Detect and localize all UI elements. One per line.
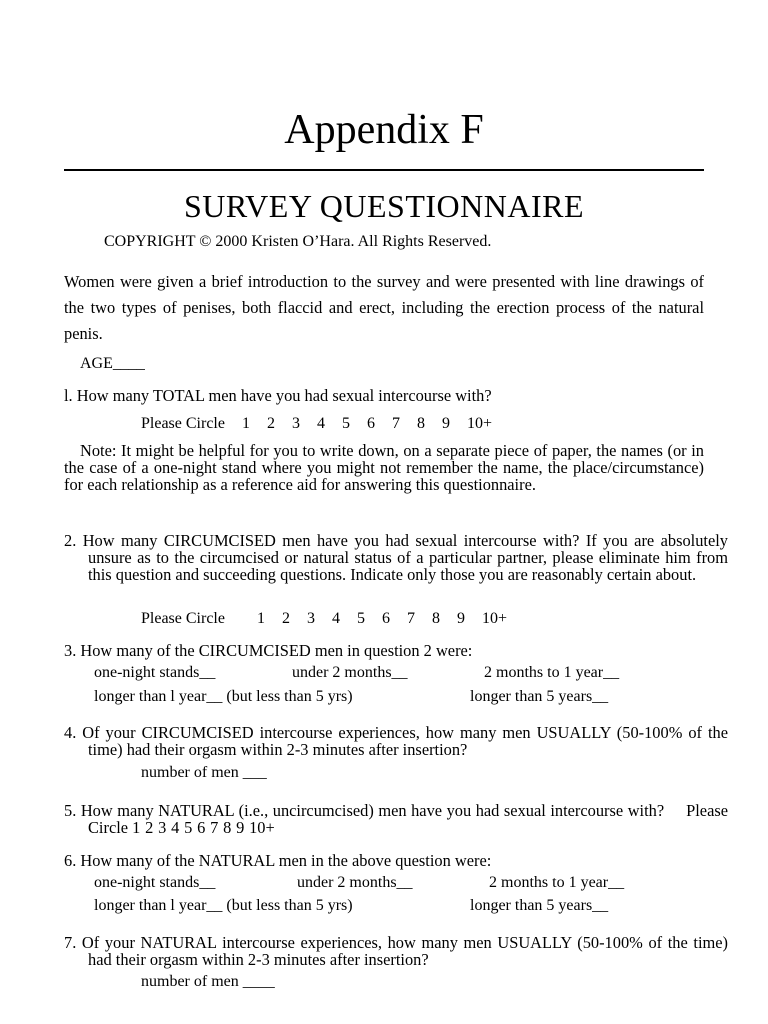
circle-option: 4 <box>331 610 340 627</box>
circle-option: 5 <box>341 415 350 432</box>
age-field: AGE____ <box>80 355 145 372</box>
circle-label: Please Circle <box>141 610 225 627</box>
circle-option: 1 <box>256 610 265 627</box>
question-2: 2. How many CIRCUMCISED men have you had sexual intercourse with? If you are absolutely unsure as to the circumcised or natural status of a particular partner, please eliminate him from this question and succeeding questions. Indicate only those you are reasonably certain about. <box>64 531 728 584</box>
circle-option: 1 <box>241 415 250 432</box>
circle-option: 10+ <box>249 818 275 837</box>
circle-option: 8 <box>416 415 425 432</box>
circle-label: Please Circle <box>88 801 728 837</box>
q3-option: longer than 5 years__ <box>470 688 609 705</box>
q3-option: under 2 months__ <box>292 664 408 681</box>
q6-option: longer than 5 years__ <box>470 897 609 914</box>
circle-option: 7 <box>406 610 415 627</box>
circle-option: 2 <box>266 415 275 432</box>
q6-option: under 2 months__ <box>297 874 413 891</box>
q3-option: 2 months to 1 year__ <box>484 664 620 681</box>
question-1: l. How many TOTAL men have you had sexual intercourse with? <box>64 386 492 405</box>
circle-option: 6 <box>366 415 375 432</box>
circle-option: 3 <box>306 610 315 627</box>
intro-paragraph: Women were given a brief introduction to the survey and were presented with line drawings of the two types of penises, both flaccid and erect, including the erection process of the natural penis. <box>64 272 704 343</box>
q1-circle-row <box>141 414 492 434</box>
q3-option: longer than l year__ (but less than 5 yrs) <box>94 688 353 705</box>
page-subtitle: SURVEY QUESTIONNAIRE <box>183 188 584 224</box>
question-5-text: 5. How many NATURAL (i.e., uncircumcised) men have you had sexual intercourse with? <box>64 801 665 820</box>
question-4: 4. Of your CIRCUMCISED intercourse experiences, how many men USUALLY (50-100% of the time) had their orgasm within 2-3 minutes after insertion? <box>64 723 728 759</box>
note-text: Note: It might be helpful for you to write down, on a separate piece of paper, the names (or in the case of a one-night stand where you might not remember the name, the place/circumstance) for each relationship as a reference aid for answering this questionnaire. <box>64 441 704 494</box>
q7-answer: number of men ____ <box>141 973 275 990</box>
q6-option: one-night stands__ <box>94 874 216 891</box>
circle-option: 6 <box>381 610 390 627</box>
question-5: 5. How many NATURAL (i.e., uncircumcised) men have you had sexual intercourse with? Please Circle 1 2 3 4 5 6 7 8 9 10+ <box>64 801 728 837</box>
circle-option: 8 <box>431 610 440 627</box>
note-paragraph <box>64 442 704 493</box>
circle-option: 10+ <box>466 415 492 432</box>
page-title: Appendix F <box>284 107 484 153</box>
circle-option: 9 <box>456 610 465 627</box>
circle-option: 9 <box>441 415 450 432</box>
circle-label: Please Circle <box>141 415 225 432</box>
title-divider <box>64 169 704 171</box>
question-6: 6. How many of the NATURAL men in the above question were: <box>64 851 492 870</box>
q6-option: 2 months to 1 year__ <box>489 874 625 891</box>
q3-option: one-night stands__ <box>94 664 216 681</box>
q6-option: longer than l year__ (but less than 5 yrs) <box>94 897 353 914</box>
copyright-notice: COPYRIGHT © 2000 Kristen O’Hara. All Rights Reserved. <box>104 233 492 250</box>
circle-option: 3 <box>291 415 300 432</box>
circle-option: 10+ <box>481 610 507 627</box>
q4-answer: number of men ___ <box>141 764 267 781</box>
circle-option: 7 <box>391 415 400 432</box>
q2-circle-row <box>141 609 507 629</box>
circle-option: 5 <box>356 610 365 627</box>
circle-option: 2 <box>281 610 290 627</box>
question-7: 7. Of your NATURAL intercourse experiences, how many men USUALLY (50-100% of the time) had their orgasm within 2-3 minutes after insertion? <box>64 933 728 969</box>
circle-option: 4 <box>316 415 325 432</box>
question-3: 3. How many of the CIRCUMCISED men in question 2 were: <box>64 641 473 660</box>
